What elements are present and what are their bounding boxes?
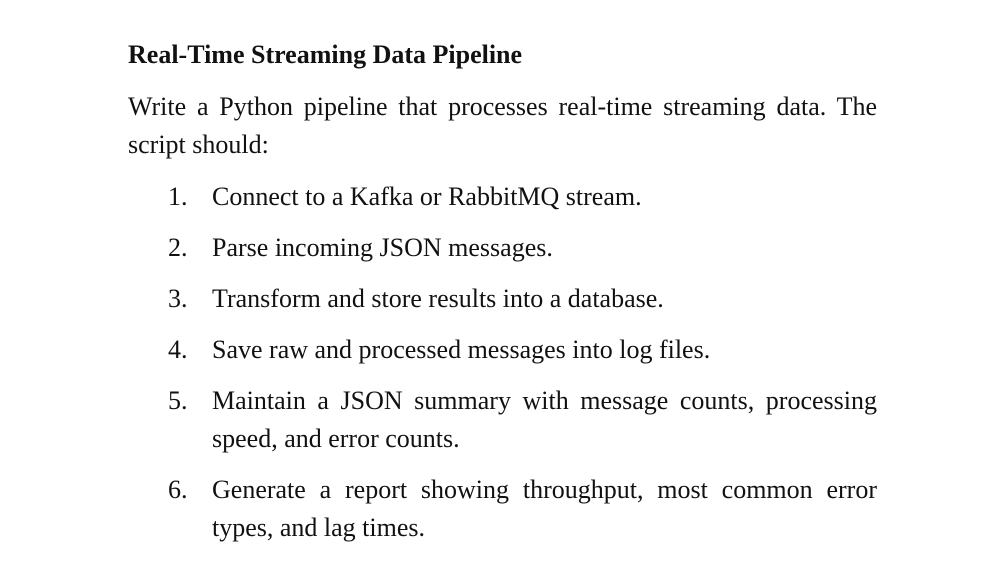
list-item-number: 1. bbox=[168, 182, 188, 211]
list-item bbox=[168, 471, 877, 547]
list-item-number: 4. bbox=[168, 335, 188, 364]
list-item-text: Save raw and processed messages into log files. bbox=[212, 335, 711, 364]
list-item-text: Parse incoming JSON messages. bbox=[212, 233, 553, 262]
list-item-text: Transform and store results into a database. bbox=[212, 284, 664, 313]
list-item-text: Maintain a JSON summary with message counts, processing speed, and error counts. bbox=[212, 386, 877, 453]
list-item bbox=[168, 331, 877, 369]
list-item-number: 3. bbox=[168, 284, 188, 313]
document-title: Real-Time Streaming Data Pipeline bbox=[128, 40, 523, 69]
list-item bbox=[168, 382, 877, 458]
list-item-number: 6. bbox=[168, 475, 188, 504]
list-item-number: 2. bbox=[168, 233, 188, 262]
list-item bbox=[168, 229, 877, 267]
list-item bbox=[168, 280, 877, 318]
intro-paragraph: Write a Python pipeline that processes real-time streaming data. The script should: bbox=[128, 92, 877, 159]
list-item-text: Generate a report showing throughput, most common error types, and lag times. bbox=[212, 475, 877, 542]
list-item-text: Connect to a Kafka or RabbitMQ stream. bbox=[212, 182, 642, 211]
list-item bbox=[168, 178, 877, 216]
list-item-number: 5. bbox=[168, 386, 188, 415]
requirements-list bbox=[128, 178, 877, 547]
